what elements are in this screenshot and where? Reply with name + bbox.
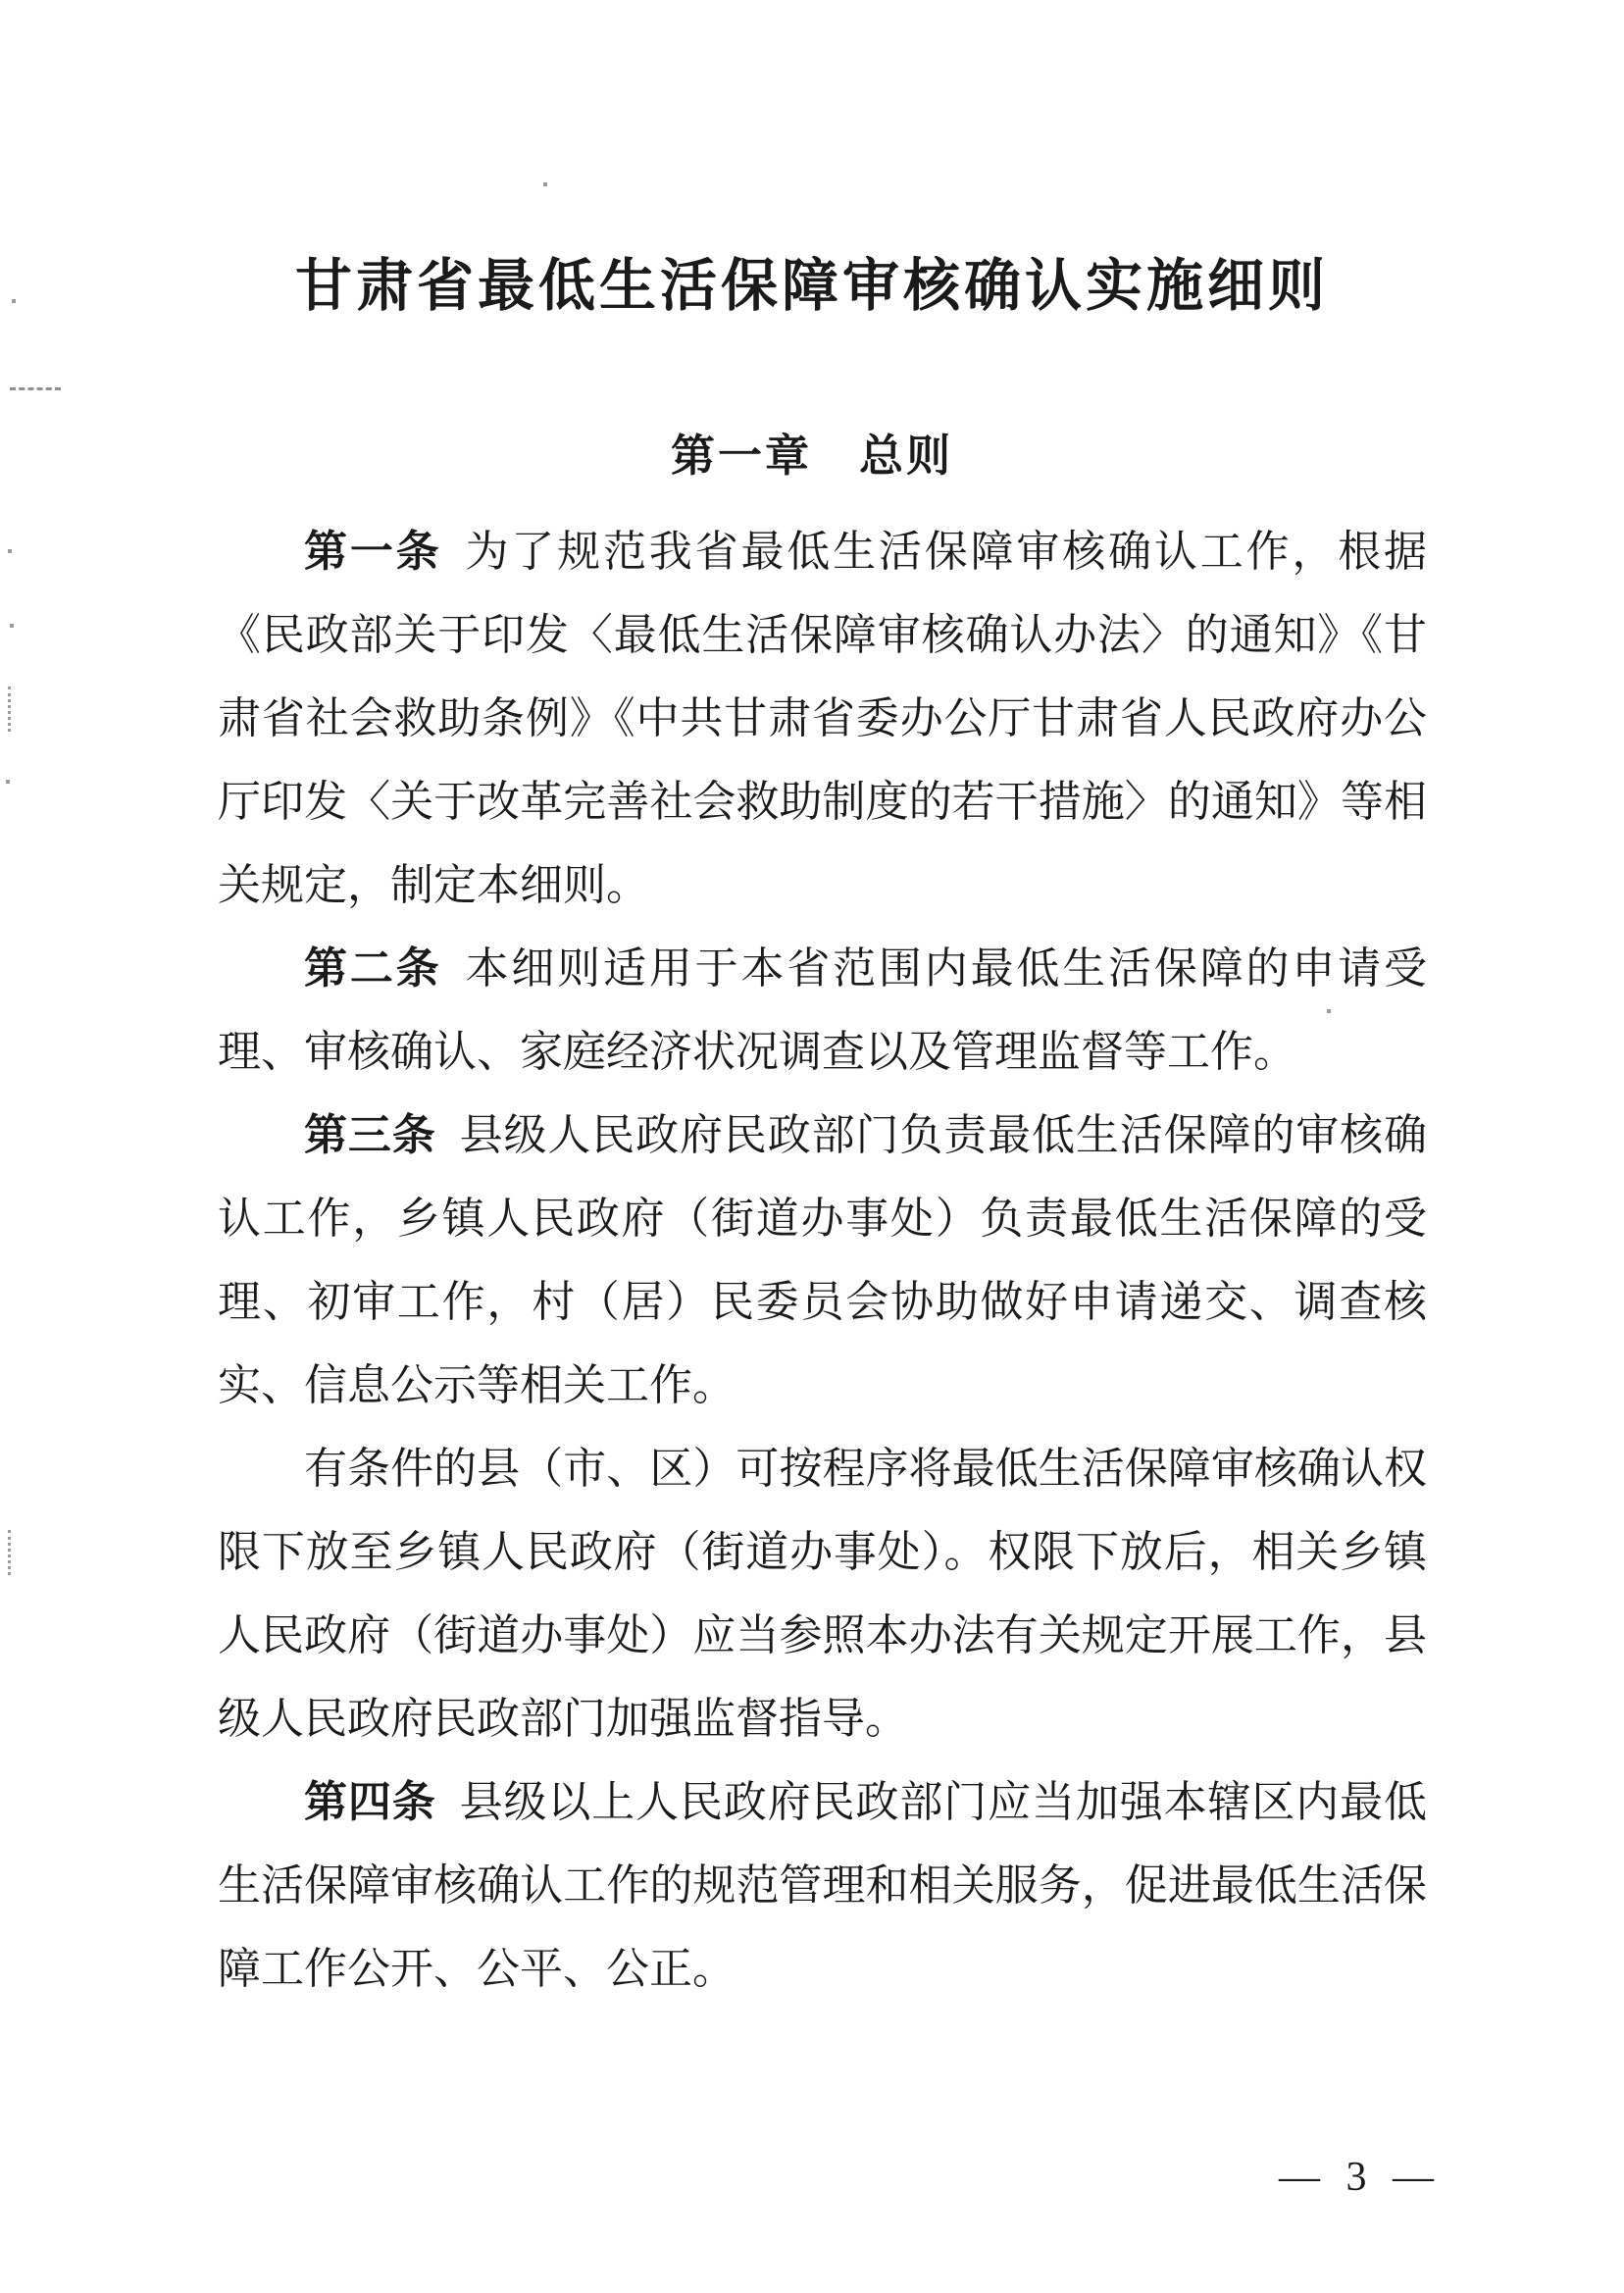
article-paragraph <box>218 510 1427 927</box>
chapter-heading: 第一章 总则 <box>670 432 953 481</box>
scan-artifact <box>543 182 547 186</box>
article-number: 第一条 <box>304 528 442 576</box>
scan-artifact <box>10 624 14 628</box>
scan-artifact <box>8 687 11 732</box>
article-text: 县级以上人民政府民政部门应当加强本辖区内最低生活保障审核确认工作的规范管理和相关服务，促进最低生活保障工作公开、公平、公正。 <box>218 1778 1427 1993</box>
scan-artifact <box>10 387 61 390</box>
article-paragraph <box>218 927 1427 1094</box>
article-number: 第四条 <box>304 1778 436 1826</box>
article-text: 本细则适用于本省范围内最低生活保障的申请受理、审核确认、家庭经济状况调查以及管理监督等工作。 <box>218 944 1428 1076</box>
article-text: 县级人民政府民政部门负责最低生活保障的审核确认工作，乡镇人民政府（街道办事处）负责最低生活保障的受理、初审工作，村（居）民委员会协助做好申请递交、调查核实、信息公示等相关工作。 <box>218 1111 1427 1409</box>
article-paragraph <box>218 1427 1427 1760</box>
article-paragraph <box>218 1760 1427 2011</box>
scan-artifact <box>1327 1009 1331 1013</box>
article-number: 第二条 <box>304 944 442 993</box>
article-paragraph <box>218 1094 1427 1427</box>
scan-artifact <box>8 1530 11 1575</box>
article-number: 第三条 <box>304 1111 436 1159</box>
page-number: — 3 — <box>1279 2155 1442 2200</box>
article-text: 有条件的县（市、区）可按程序将最低生活保障审核确认权限下放至乡镇人民政府（街道办事处）。权限下放后，相关乡镇人民政府（街道办事处）应当参照本办法有关规定开展工作，县级人民政府民政部门加强监督指导。 <box>218 1445 1427 1743</box>
document-body <box>218 510 1427 2011</box>
scan-artifact <box>8 549 12 553</box>
document-title: 甘肃省最低生活保障审核确认实施细则 <box>294 254 1329 318</box>
article-text: 为了规范我省最低生活保障审核确认工作，根据《民政部关于印发〈最低生活保障审核确认办法〉的通知》《甘肃省社会救助条例》《中共甘肃省委办公厅甘肃省人民政府办公厅印发〈关于改革完善社会救助制度的若干措施〉的通知》等相关规定，制定本细则。 <box>218 528 1428 909</box>
scan-artifact <box>12 299 16 303</box>
scan-artifact <box>6 780 10 784</box>
